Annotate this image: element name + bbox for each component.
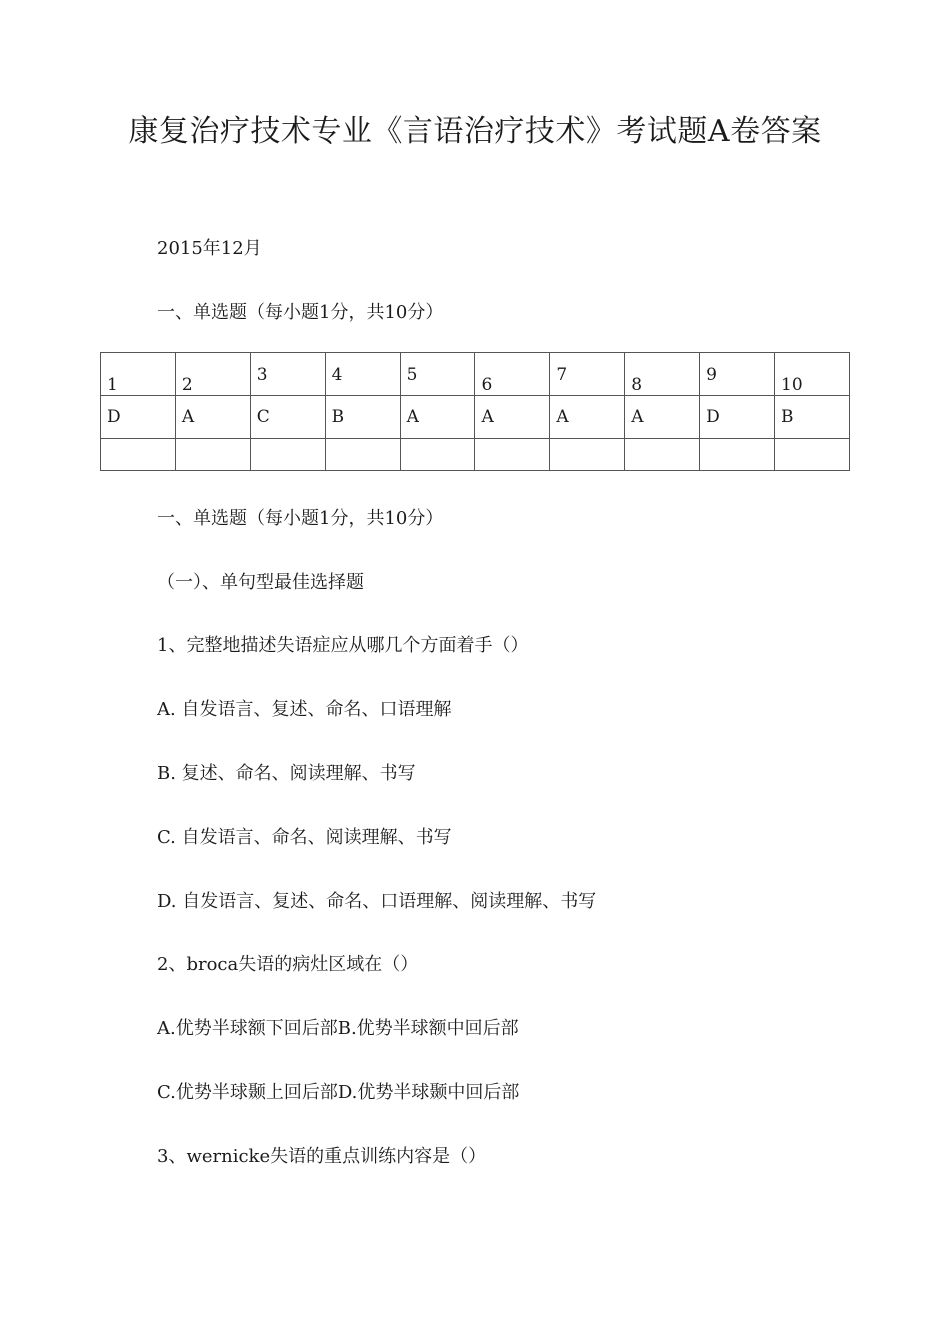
answer-cell: A — [475, 396, 550, 439]
empty-cell — [475, 439, 550, 471]
question-1-stem: 1、完整地描述失语症应从哪几个方面着手（） — [157, 635, 529, 656]
section-heading-single-choice: 一、单选题（每小题1分，共10分） — [157, 302, 444, 323]
question-number-cell: 9 — [700, 353, 775, 396]
empty-cell — [101, 439, 176, 471]
subsection-heading: （一）、单句型最佳选择题 — [157, 572, 364, 593]
answer-table — [100, 352, 850, 471]
question-number-cell: 5 — [400, 353, 475, 396]
empty-cell — [400, 439, 475, 471]
question-number-cell: 7 — [550, 353, 625, 396]
answer-cell: D — [101, 396, 176, 439]
empty-cell — [175, 439, 250, 471]
question-number-cell: 4 — [325, 353, 400, 396]
document-date: 2015年12月 — [157, 238, 262, 259]
answer-table-empty-row — [101, 439, 850, 471]
question-2-options-ab: A.优势半球额下回后部B.优势半球额中回后部 — [157, 1018, 519, 1039]
answer-table-answer-row — [101, 396, 850, 439]
empty-cell — [250, 439, 325, 471]
question-1-option-a: A. 自发语言、复述、命名、口语理解 — [157, 699, 452, 720]
question-2-stem: 2、broca失语的病灶区域在（） — [157, 954, 419, 975]
question-number-cell: 3 — [250, 353, 325, 396]
answer-cell: A — [550, 396, 625, 439]
answer-cell: C — [250, 396, 325, 439]
question-number-cell: 8 — [625, 353, 700, 396]
answer-cell: A — [175, 396, 250, 439]
answer-cell: A — [400, 396, 475, 439]
answer-cell: D — [700, 396, 775, 439]
question-number-cell: 1 — [101, 353, 176, 396]
empty-cell — [325, 439, 400, 471]
answer-cell: A — [625, 396, 700, 439]
empty-cell — [700, 439, 775, 471]
section-heading-single-choice-repeat: 一、单选题（每小题1分，共10分） — [157, 508, 444, 529]
question-2-options-cd: C.优势半球颞上回后部D.优势半球颞中回后部 — [157, 1082, 520, 1103]
answer-cell: B — [775, 396, 850, 439]
question-number-cell: 2 — [175, 353, 250, 396]
empty-cell — [550, 439, 625, 471]
answer-table-number-row — [101, 353, 850, 396]
question-1-option-b: B. 复述、命名、阅读理解、书写 — [157, 763, 416, 784]
question-3-stem: 3、wernicke失语的重点训练内容是（） — [157, 1146, 487, 1167]
answer-cell: B — [325, 396, 400, 439]
question-number-cell: 6 — [475, 353, 550, 396]
question-number-cell: 10 — [775, 353, 850, 396]
question-1-option-c: C. 自发语言、命名、阅读理解、书写 — [157, 827, 452, 848]
question-1-option-d: D. 自发语言、复述、命名、口语理解、阅读理解、书写 — [157, 891, 597, 912]
document-title: 康复治疗技术专业《言语治疗技术》考试题A卷答案 — [128, 114, 822, 149]
empty-cell — [625, 439, 700, 471]
empty-cell — [775, 439, 850, 471]
